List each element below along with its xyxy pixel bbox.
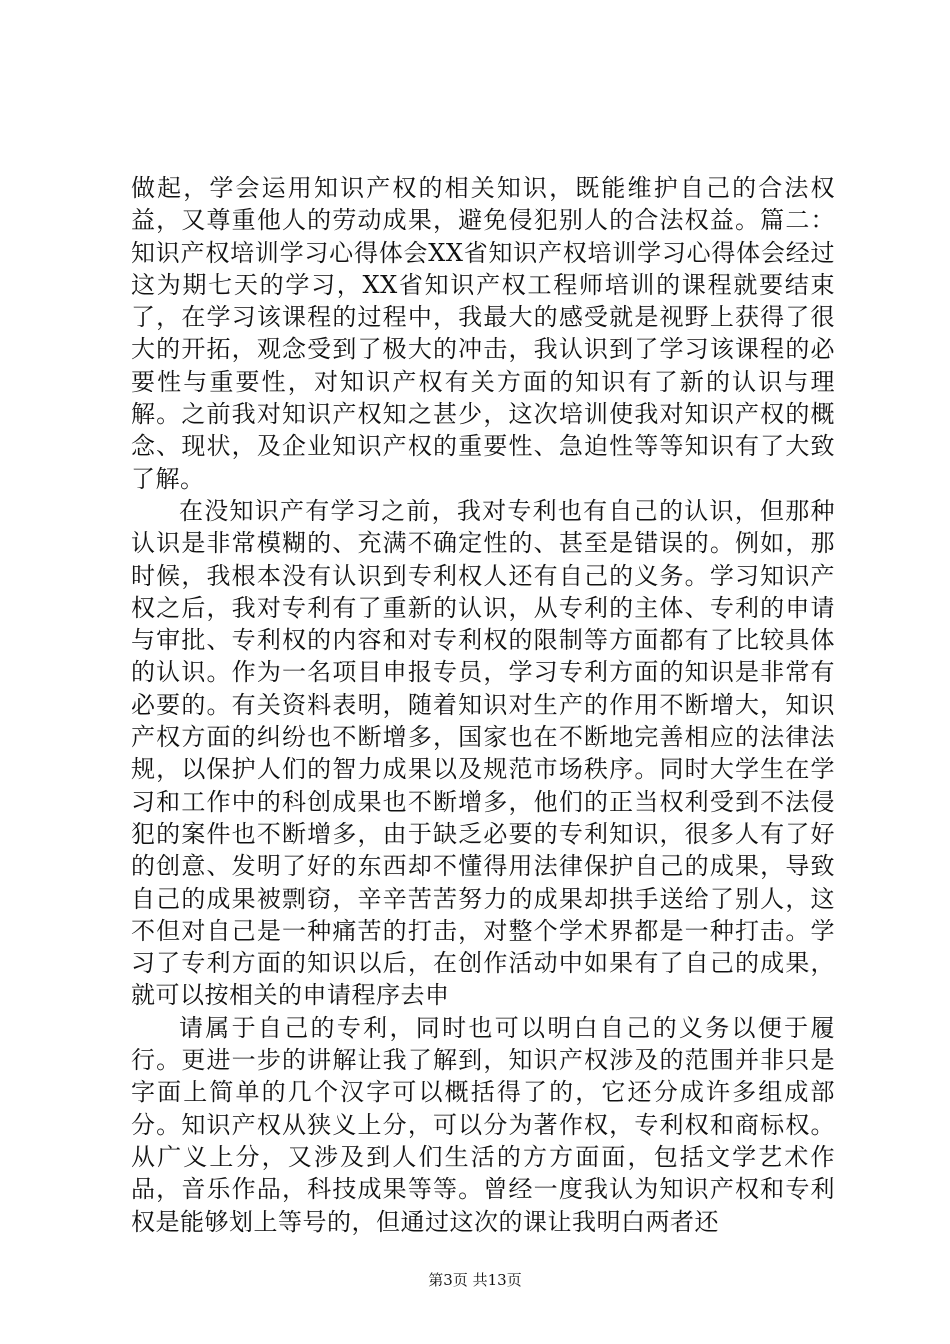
paragraph-1: 做起，学会运用知识产权的相关知识，既能维护自己的合法权益，又尊重他人的劳动成果，避免侵犯别人的合法权益。篇二：知识产权培训学习心得体会XX省知识产权培训学习心得体会经过这为期七天的学习，XX省知识产权工程师培训的课程就要结束了，在学习该课程的过程中，我最大的感受就是视野上获得了很大的开拓，观念受到了极大的冲击，我认识到了学习该课程的必要性与重要性，对知识产权有关方面的知识有了新的认识与理解。之前我对知识产权知之甚少，这次培训使我对知识产权的概念、现状，及企业知识产权的重要性、急迫性等等知识有了大致了解。 [131,174,835,493]
page-number-footer: 第3页 共13页 [428,1271,522,1289]
paragraph-3: 请属于自己的专利，同时也可以明白自己的义务以便于履行。更进一步的讲解让我了解到，知识产权涉及的范围并非只是字面上简单的几个汉字可以概括得了的，它还分成许多组成部分。知识产权从狭义上分，可以分为著作权，专利权和商标权。从广义上分，又涉及到人们生活的方方面面，包括文学艺术作品，音乐作品，科技成果等等。曾经一度我认为知识产权和专利权是能够划上等号的，但通过这次的课让我明白两者还 [131,1013,835,1236]
paragraph-2: 在没知识产有学习之前，我对专利也有自己的认识，但那种认识是非常模糊的、充满不确定性的、甚至是错误的。例如，那时候，我根本没有认识到专利权人还有自己的义务。学习知识产权之后，我对专利有了重新的认识，从专利的主体、专利的申请与审批、专利权的内容和对专利权的限制等方面都有了比较具体的认识。作为一名项目申报专员，学习专利方面的知识是非常有必要的。有关资料表明，随着知识对生产的作用不断增大，知识产权方面的纠纷也不断增多，国家也在不断地完善相应的法律法规，以保护人们的智力成果以及规范市场秩序。同时大学生在学习和工作中的科创成果也不断增多，他们的正当权利受到不法侵犯的案件也不断增多，由于缺乏必要的专利知识，很多人有了好的创意、发明了好的东西却不懂得用法律保护自己的成果，导致自己的成果被剽窃，辛辛苦苦努力的成果却拱手送给了别人，这不但对自己是一种痛苦的打击，对整个学术界都是一种打击。学习了专利方面的知识以后，在创作活动中如果有了自己的成果，就可以按相关的申请程序去申 [131,496,835,1010]
body-text [131,172,835,1238]
